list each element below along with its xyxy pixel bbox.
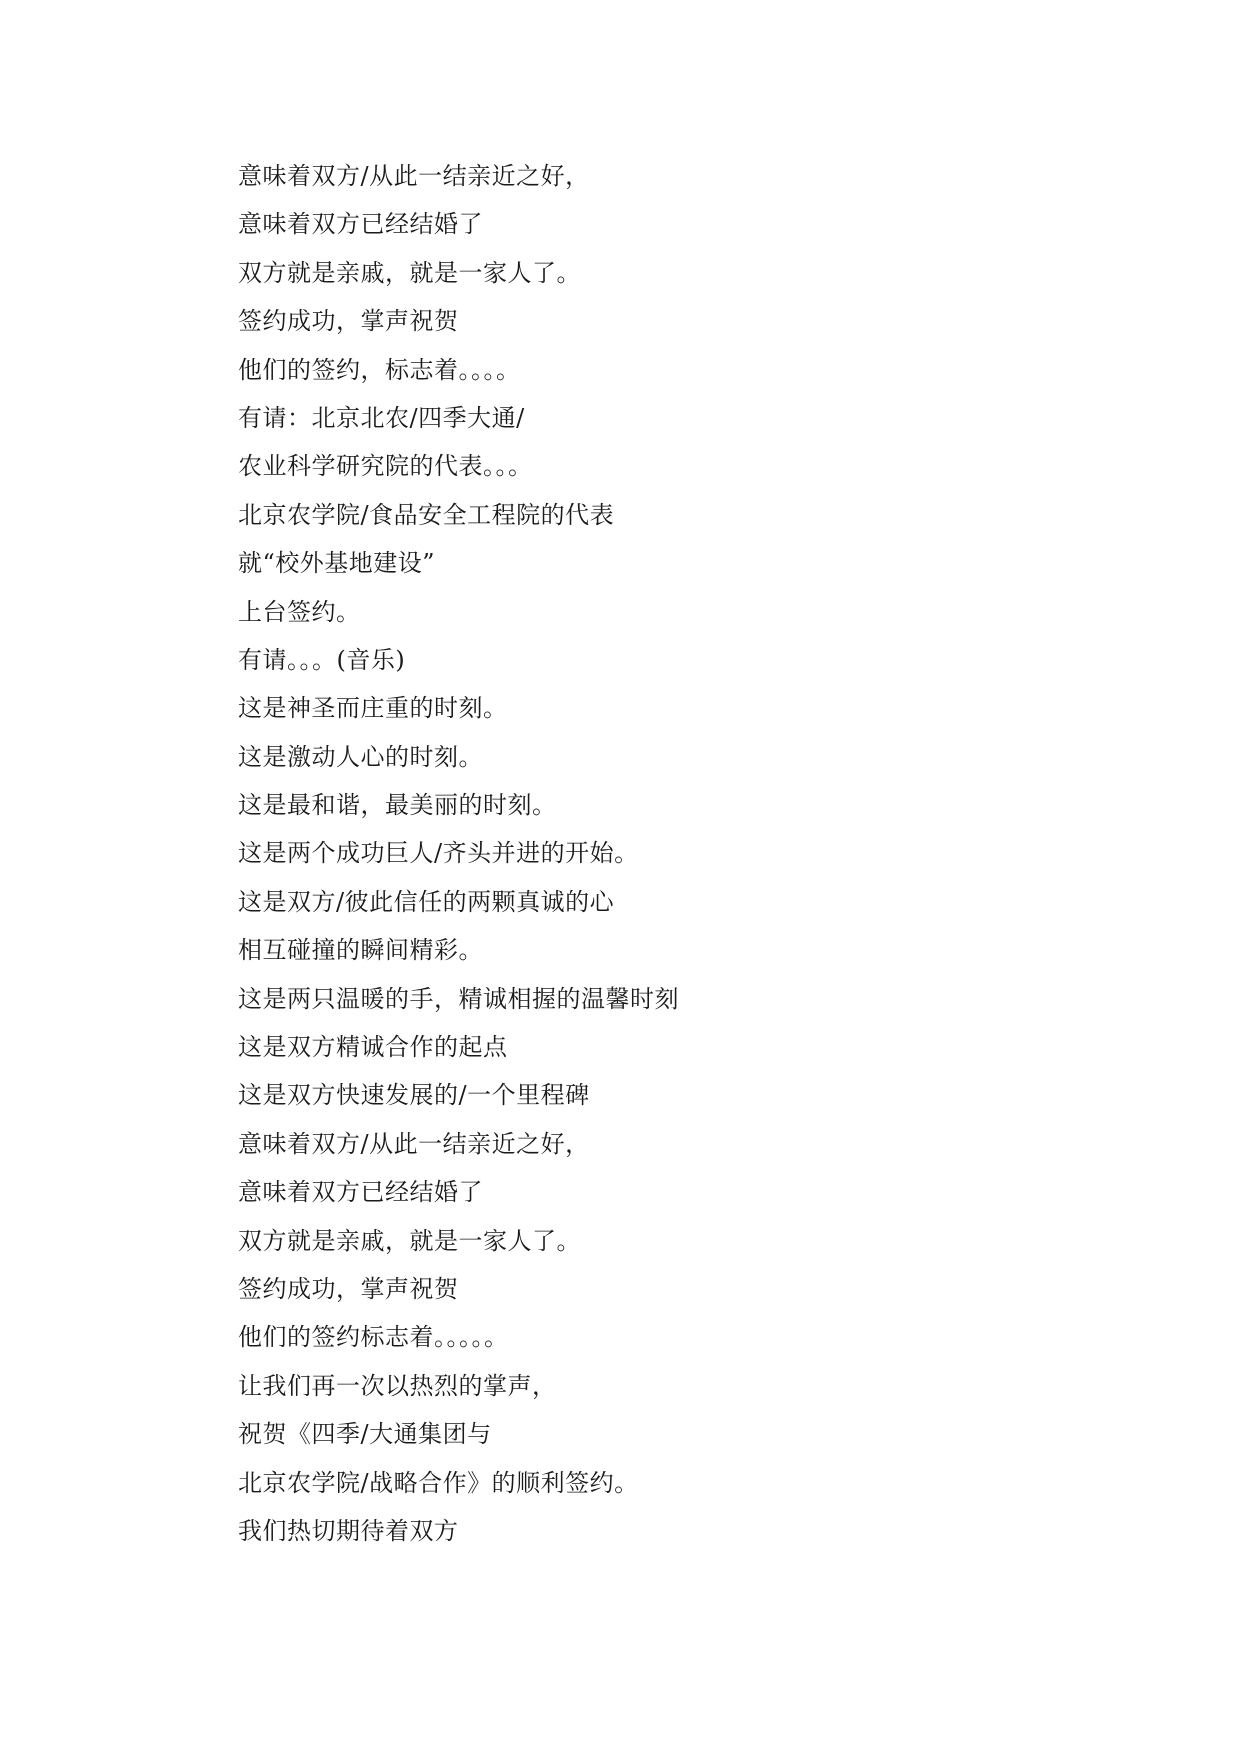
text-line: 北京农学院/食品安全工程院的代表	[238, 500, 615, 529]
text-line: 意味着双方已经结婚了	[238, 1178, 483, 1207]
text-line: 双方就是亲戚，就是一家人了。	[238, 1226, 581, 1255]
text-line: 这是激动人心的时刻。	[238, 742, 483, 771]
text-line: 这是两只温暖的手，精诚相握的温馨时刻	[238, 984, 679, 1013]
text-line: 就“校外基地建设”	[238, 549, 436, 578]
text-line: 这是两个成功巨人/齐头并进的开始。	[238, 839, 639, 868]
text-line: 上台签约。	[238, 597, 361, 626]
text-line: 这是双方精诚合作的起点	[238, 1033, 508, 1062]
text-line: 双方就是亲戚，就是一家人了。	[238, 258, 581, 287]
text-line: 有请。。。(音乐)	[238, 645, 406, 674]
text-line: 签约成功，掌声祝贺	[238, 307, 459, 336]
text-line: 意味着双方/从此一结亲近之好，	[238, 162, 590, 190]
text-line: 这是最和谐，最美丽的时刻。	[238, 791, 557, 820]
text-line: 有请：北京北农/四季大通/	[238, 403, 525, 432]
text-line: 我们热切期待着双方	[238, 1516, 459, 1545]
text-line: 意味着双方/从此一结亲近之好，	[238, 1129, 590, 1158]
text-line: 相互碰撞的瞬间精彩。	[238, 936, 483, 965]
text-line: 签约成功，掌声祝贺	[238, 1274, 459, 1303]
text-line: 意味着双方已经结婚了	[238, 210, 483, 239]
text-line: 他们的签约，标志着。。。。	[238, 355, 521, 384]
text-line: 农业科学研究院的代表。。。	[238, 452, 533, 481]
text-line: 他们的签约标志着。。。。。	[238, 1323, 509, 1352]
text-line: 祝贺《四季/大通集团与	[238, 1420, 492, 1449]
text-line: 这是双方快速发展的/一个里程碑	[238, 1081, 590, 1110]
text-line: 让我们再一次以热烈的掌声，	[238, 1371, 557, 1400]
text-line: 这是双方/彼此信任的两颗真诚的心	[238, 887, 615, 916]
text-line: 北京农学院/战略合作》的顺利签约。	[238, 1468, 639, 1497]
text-line: 这是神圣而庄重的时刻。	[238, 694, 508, 723]
document-body	[238, 152, 1038, 1555]
